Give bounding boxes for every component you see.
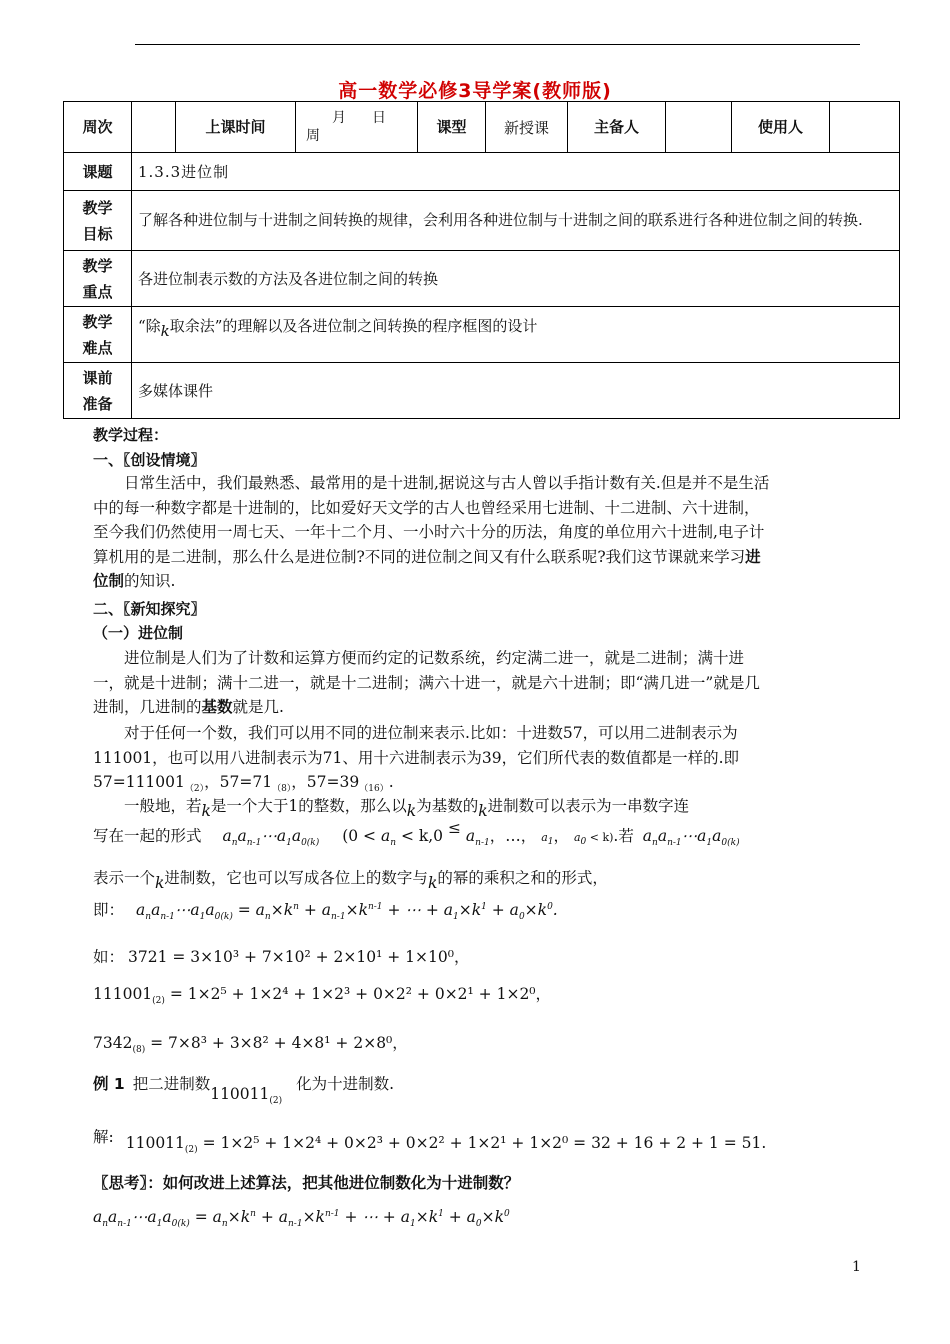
prep-label: 课前 准备 xyxy=(64,363,132,419)
process-heading: 教学过程： xyxy=(93,426,169,444)
user-value xyxy=(830,102,900,153)
key-label: 教学 重点 xyxy=(64,251,132,307)
date-week: 周 xyxy=(306,128,320,144)
example-7342: $7342_{(8)} = 7\times 8^3 + 3\times 8^2 + 4\times 8^1 + 2\times 8^0$， xyxy=(93,1034,408,1056)
week-value xyxy=(132,102,176,153)
header-rule xyxy=(135,44,860,45)
time-label: 上课时间 xyxy=(176,102,296,153)
example57-paragraph: 对于任何一个数，我们可以用不同的进位制来表示.比如：十进数57，可以用二进制表示为111001，也可以用八进制表示为71、用十六进制表示为39，它们所代表的数值都是一样的.即 $57=111001_{(2)}$，$57=71_{(8)}$，$57=39_{(16)}$. xyxy=(93,724,740,795)
preparer-label: 主备人 xyxy=(568,102,666,153)
example-3721: 如： 3721 = 3×10³ + 7×10² + 2×10¹ + 1×10⁰， xyxy=(93,948,470,966)
goal-label: 教学 目标 xyxy=(64,191,132,251)
date-day: 日 xyxy=(372,110,386,126)
think-heading: 〖思考〗：如何改进上述算法，把其他进位制数化为十进制数？ xyxy=(93,1174,520,1192)
difficulty-value: “除k取余法”的理解以及各进位制之间转换的程序框图的设计 xyxy=(132,307,900,363)
page-number: 1 xyxy=(852,1259,861,1275)
radix-paragraph: 进位制是人们为了计数和运算方便而约定的记数系统，约定满二进一，就是二进制；满十进一，就是十进制；满十二进一，就是十二进制；满六十进一，就是六十进制；即“满几进一”就是几进制，几进制的基数就是几. xyxy=(93,649,760,716)
preparer-value xyxy=(666,102,732,153)
power-sum-line: 表示一个k进制数，它也可以写成各位上的数字与k的幂的乘积之和的形式， xyxy=(93,869,608,892)
goal-value: 了解各种进位制与十进制之间转换的规律，会利用各种进位制与十进制之间的联系进行各种进位制之间的转换. xyxy=(132,191,900,251)
example1-question: 例 1 把二进制数$110011_{(2)}$化为十进制数. xyxy=(93,1075,395,1107)
difficulty-label: 教学 难点 xyxy=(64,307,132,363)
date-cell xyxy=(296,102,418,153)
topic-value: 1.3.3进位制 xyxy=(132,153,900,191)
expansion-formula: 即： $a_na_{n-1}\cdots a_1a_{0(k)} = a_n\times k^n + a_{n-1}\times k^{n-1}$ + ⋯ + $a_1\times k^1 + a_0\times k^0$. xyxy=(93,901,558,923)
type-value: 新授课 xyxy=(486,102,568,153)
digit-condition: ($0 < a_n < k,0$ xyxy=(342,827,444,849)
section1-heading: 一、〖创设情境〗 xyxy=(93,451,206,469)
type-label: 课型 xyxy=(418,102,486,153)
week-label: 周次 xyxy=(64,102,132,153)
digit-string-formula: $a_na_{n-1}\cdots a_1a_{0(k)}$ xyxy=(222,827,320,849)
lesson-info-table xyxy=(63,101,900,419)
subsection1-heading: （一）进位制 xyxy=(93,624,184,642)
section1-paragraph: 日常生活中，我们最熟悉、最常用的是十进制,据说这与古人曾以手指计数有关.但是并不是生活中的每一种数字都是十进制的，比如爱好天文学的古人也曾经采用七进制、十二进制、六十进制，至今我们仍然使用一周七天、一年十二个月、一小时六十分的历法，角度的单位用六十进制,电子计算机用的是二进制，那么什么是进位制?不同的进位制之间又有什么联系呢?我们这节课就来学习进位制的知识. xyxy=(93,474,770,590)
date-month: 月 xyxy=(332,110,346,126)
general-form-line: 一般地，若k是一个大于1的整数，那么以k为基数的k进制数可以表示为一串数字连 xyxy=(124,797,690,820)
page-title: 高一数学必修3导学案(教师版) xyxy=(338,80,612,102)
example1-solution: 解: $110011_{(2)} = 1\times 2^5 + 1\times 2^4 + 0\times 2^3 + 0\times 2^2 + 1\times 2^1 + 1\times 2^0 = 32 + 16 + 2 + 1 = 51$. xyxy=(93,1128,767,1156)
section2-heading: 二、〖新知探究〗 xyxy=(93,600,206,618)
user-label: 使用人 xyxy=(732,102,830,153)
prep-value: 多媒体课件 xyxy=(132,363,900,419)
example-111001: $111001_{(2)} = 1\times 2^5 + 1\times 2^4 + 1\times 2^3 + 0\times 2^2 + 0\times 2^1 + 1\times 2^0$， xyxy=(93,985,552,1007)
topic-label: 课题 xyxy=(64,153,132,191)
think-formula: $a_na_{n-1}\cdots a_1a_{0(k)} = a_n\times k^n + a_{n-1}\times k^{n-1}$ + ⋯ + $a_1\times k^1 + a_0\times k^0$ xyxy=(93,1208,510,1230)
digit-string-line: 写在一起的形式 $a_na_{n-1}\cdots a_1a_{0(k)}$ ($0 < a_n < k,0 \le a_{n-1}$，…， $a_1$， $a_0 < k$).若 $a_na_{n-1}\cdots a_1a_{0(k)}$ xyxy=(93,819,740,849)
key-value: 各进位制表示数的方法及各进位制之间的转换 xyxy=(132,251,900,307)
